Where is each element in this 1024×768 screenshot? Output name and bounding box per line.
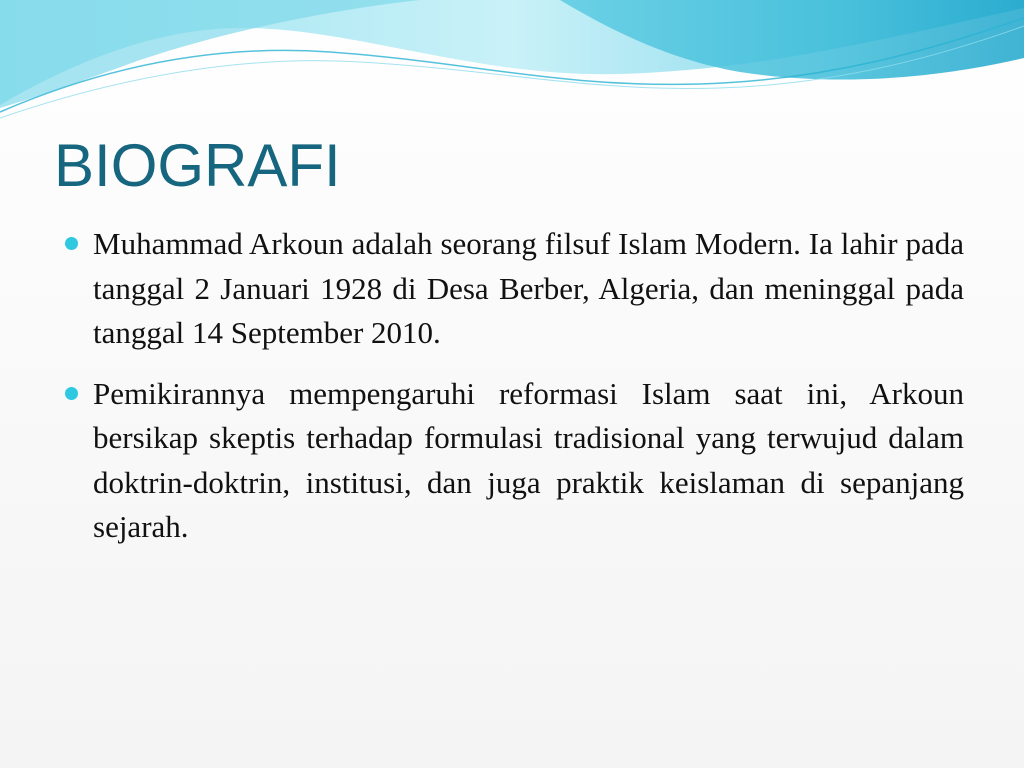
bullet-item: [62, 222, 964, 356]
slide-title: BIOGRAFI: [54, 132, 341, 199]
bullet-dot-icon: [65, 387, 78, 400]
bullet-text: Pemikirannya mempengaruhi reformasi Islam saat ini, Arkoun bersikap skeptis terhadap formulasi tradisional yang terwujud dalam doktrin-doktrin, institusi, dan juga praktik keislaman di sepanjang sejarah.: [93, 375, 964, 544]
decorative-wave-header: [0, 0, 1024, 130]
bullet-list: [62, 222, 964, 566]
bullet-dot-icon: [65, 237, 78, 250]
bullet-text: Muhammad Arkoun adalah seorang filsuf Islam Modern. Ia lahir pada tanggal 2 Januari 1928 di Desa Berber, Algeria, dan meninggal pada tanggal 14 September 2010.: [93, 226, 964, 350]
bullet-item: [62, 372, 964, 550]
